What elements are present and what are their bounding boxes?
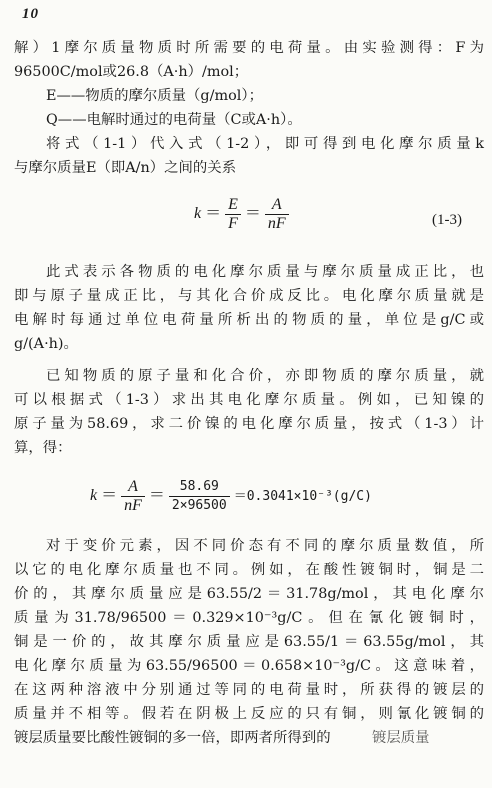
text-line: 在这两种溶液中分别通过等同的电荷量时，所获得的镀层的 (14, 682, 484, 698)
text-line: 电解时每通过单位电荷量所析出的物质的量，单位是g/C或 (14, 312, 484, 328)
text-line: 电化摩尔质量为63.55/96500＝0.658×10⁻³g/C。这意味着， (14, 658, 484, 674)
eq-variable: k (90, 487, 98, 505)
text-line: 质量为31.78/96500＝0.329×10⁻³g/C。但在氰化镀铜时， (14, 610, 484, 626)
numerator: A (271, 196, 282, 213)
text-line: 与摩尔质量E（即A/n）之间的关系 (14, 160, 237, 176)
fraction (265, 196, 289, 233)
text-line: 96500C/mol或26.8（A·h）/mol； (14, 64, 249, 80)
equation-nickel-example: k ＝ $\frac{A}{nF}$ ＝ $\frac{58.69}{2\times 96500}$ ＝0.3041×10⁻³(g/C) (90, 478, 372, 514)
text-line: 将式（1-1）代入式（1-2），即可得到电化摩尔质量k (46, 136, 484, 152)
denominator: nF (265, 214, 289, 233)
fraction (121, 478, 145, 515)
text-line: 即与原子量成正比，与其化合价成反比。电化摩尔质量就是 (14, 288, 484, 304)
text-line: 价的，其摩尔质量应是63.55/2＝31.78g/mol，其电化摩尔 (14, 586, 484, 602)
equation-number: (1-3) (432, 212, 462, 228)
denominator: nF (121, 496, 145, 515)
numerator: 58.69 (179, 479, 219, 494)
text-line: 铜是一价的，故其摩尔质量应是63.55/1＝63.55g/mol，其 (14, 634, 484, 650)
eq-variable: k (194, 205, 202, 223)
text-line: 镀层质量要比酸性镀铜的多一倍，即两者所得到的 (14, 730, 331, 746)
numerator: A (128, 478, 138, 495)
denominator: F (225, 214, 241, 233)
equation-1-3: k ＝ $\frac{E}{F}$ ＝ $\frac{A}{nF}$ (194, 196, 289, 233)
text-line: 原子量为58.69，求二价镍的电化摩尔质量，按式（1-3）计 (14, 416, 484, 432)
text-line: 已知物质的原子量和化合价，亦即物质的摩尔质量，就 (46, 368, 484, 384)
text-line: 算，得： (14, 440, 72, 456)
text-line: 对于变价元素，因不同价态有不同的摩尔质量数值，所 (46, 538, 484, 554)
text-line: 可以根据式（1-3）求出其电化摩尔质量。例如，已知镍的 (14, 392, 484, 408)
page-number: 10 (22, 6, 39, 22)
text-line: g/(A·h)。 (14, 336, 78, 352)
fraction (225, 196, 241, 233)
equation-result: ＝0.3041×10⁻³(g/C) (233, 489, 372, 505)
fraction (169, 478, 230, 515)
text-line: E——物质的摩尔质量（g/mol）； (46, 88, 263, 104)
denominator: 2×96500 (169, 496, 230, 515)
watermark: 镀层质量 (372, 730, 430, 746)
text-line: 此式表示各物质的电化摩尔质量与摩尔质量成正比，也 (46, 264, 484, 280)
text-line: 解）1摩尔质量物质时所需要的电荷量。由实验测得：F为 (14, 40, 484, 56)
text-line: 以它的电化摩尔质量也不同。例如，在酸性镀铜时，铜是二 (14, 562, 484, 578)
numerator: E (228, 196, 238, 213)
text-line: Q——电解时通过的电荷量（C或A·h）。 (46, 112, 302, 128)
text-line: 质量并不相等。假若在阴极上反应的只有铜，则氰化镀铜的 (14, 706, 484, 722)
